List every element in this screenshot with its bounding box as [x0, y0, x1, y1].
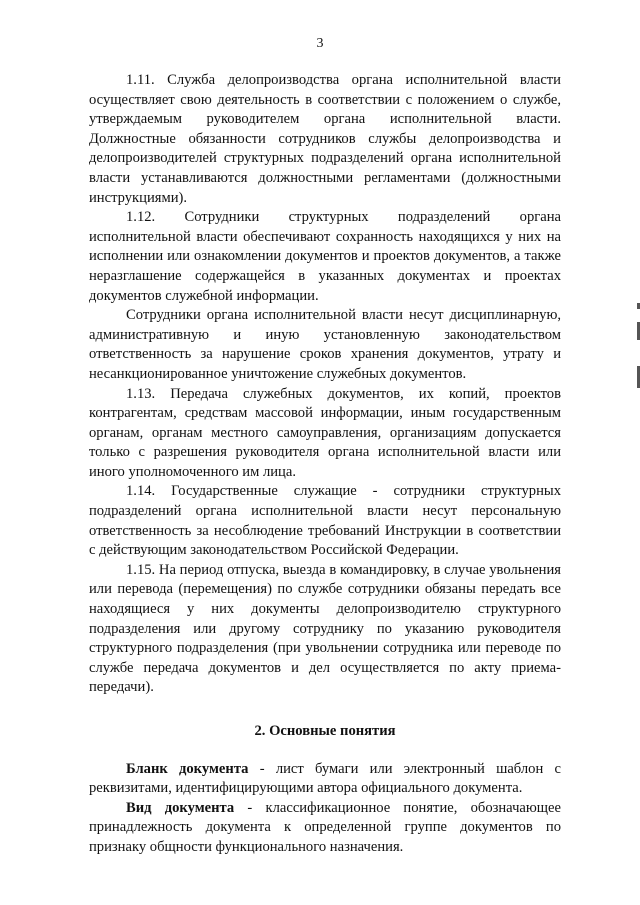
paragraph-1-13: 1.13. Передача служебных документов, их копий, проектов контрагентам, средствам массовой информации, иным государственным органам, органам местного самоуправления, организациям допускается только с разрешения руководителя органа исполнительной власти или иного уполномоченного им лица. — [89, 385, 561, 480]
definition-text: - лист бумаги или электронный шаблон с реквизитами, идентифицирующими автора официального документа. — [89, 760, 561, 797]
definition-text: - классификационное понятие, обозначающее принадлежность документа к определенной группе документов по признаку общности функционального назначения. — [89, 799, 561, 855]
section-heading: 2. Основные понятия — [254, 723, 396, 739]
page-number: 3 — [316, 36, 324, 51]
paragraph-responsibility: Сотрудники органа исполнительной власти несут дисциплинарную, административную и иную установленную законодательством ответственность за нарушение сроков хранения документов, утрату и несанкционированное уничтожение служебных документов. — [89, 307, 561, 382]
definition-term: Бланк документа — [126, 760, 249, 777]
paragraph-1-15: 1.15. На период отпуска, выезда в командировку, в случае увольнения или перевода (перемещения) по службе сотрудники обязаны передать все находящиеся у них документы делопроизводителю структурного подразделения или другому сотруднику по указанию руководителя структурного подразделения (при увольнении сотрудника или переводе по службе передача документов и дел осуществляется по акту приема-передачи). — [89, 561, 561, 696]
document-body — [89, 71, 561, 858]
definition-blank-document — [89, 760, 561, 799]
paragraph-1-12: 1.12. Сотрудники структурных подразделений органа исполнительной власти обеспечивают сохранность находящихся у них на исполнении или ознакомлении документов и проектов документов, а также неразглашение содержащейся в указанных документах и проектах документов служебной информации. — [89, 209, 561, 304]
paragraph-1-14: 1.14. Государственные служащие - сотрудники структурных подразделений органа исполнительной власти несут персональную ответственность за несоблюдение требований Инструкции в соответствии с действующим законодательством Российской Федерации. — [89, 483, 561, 559]
paragraph-1-11: 1.11. Служба делопроизводства органа исполнительной власти осуществляет свою деятельность в соответствии с положением о службе, утверждаемым руководителем органа исполнительной власти. Должностные обязанности сотрудников службы делопроизводства и делопроизводителей структурных подразделений органа исполнительной власти устанавливаются должностными регламентами (должностными инструкциями). — [89, 72, 561, 206]
definition-document-type — [89, 799, 561, 858]
definition-term: Вид документа — [126, 799, 235, 816]
